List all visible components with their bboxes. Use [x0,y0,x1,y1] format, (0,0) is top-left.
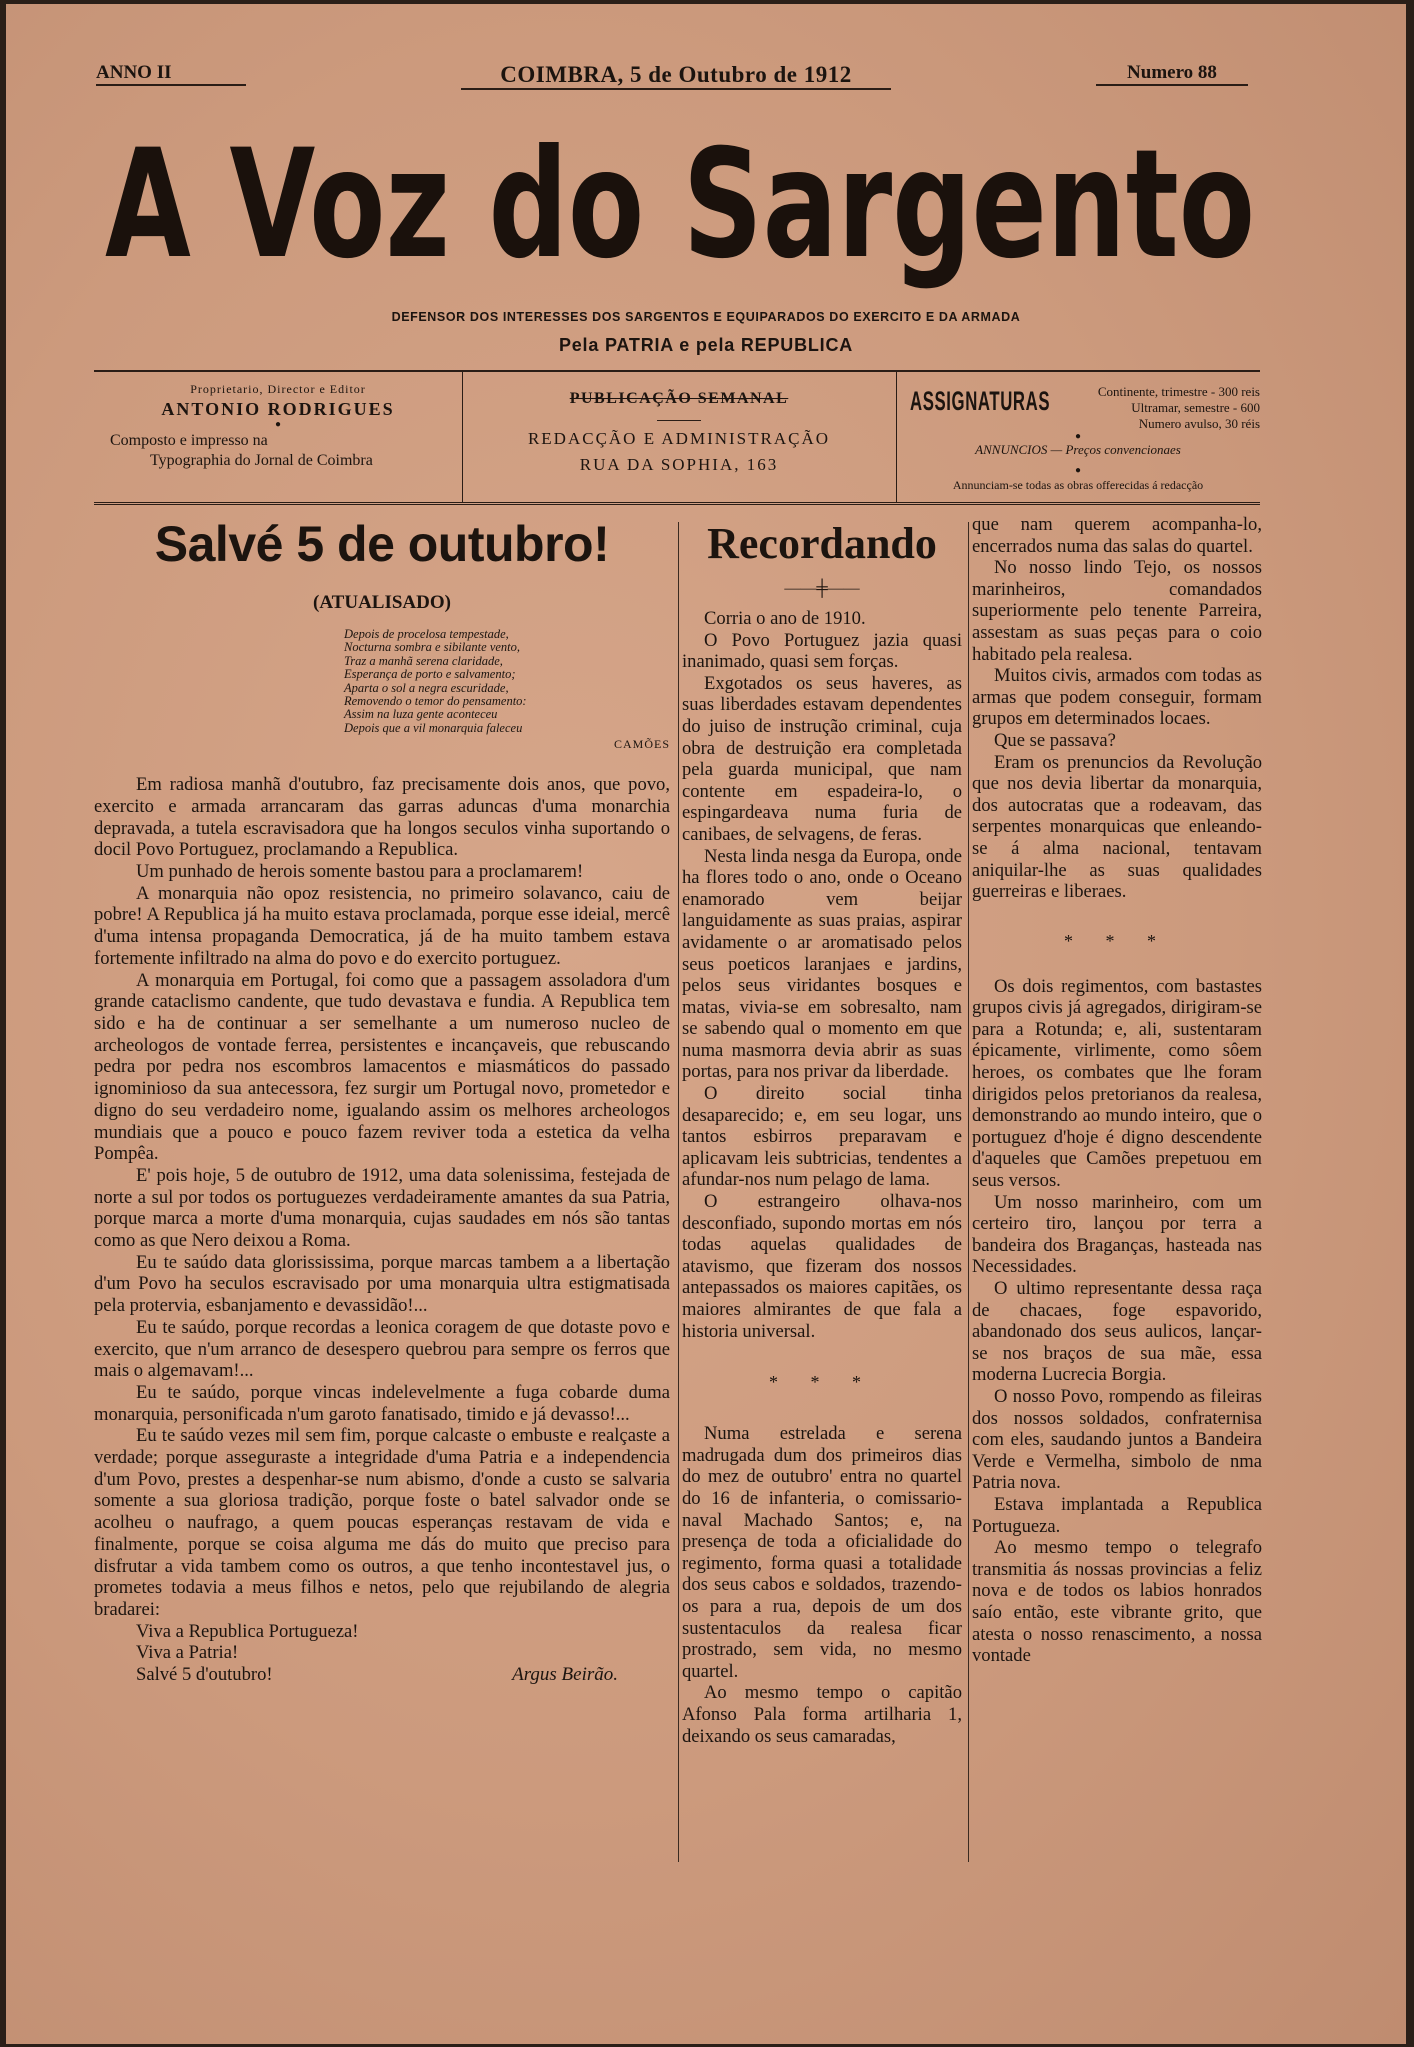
subscription-prices [1098,384,1260,432]
publication-frequency: PUBLICAÇÃO SEMANAL [569,390,789,407]
price-ultramar: Ultramar, semestre - 600 [1131,400,1260,415]
paragraph: que nam querem acompanha-lo, encerrados numa das salas do quartel. [972,514,1262,557]
address: RUA DA SOPHIA, 163 [579,455,779,474]
paragraph: Eu te saúdo data glorississima, porque marcas tambem a a libertação d'um Povo ha seculos escravisado por uma monarquia ultra estigmatisada pela protervia, esbanjamento e devassidão!... [94,1251,670,1317]
newspaper-title [100,96,1260,296]
column-rule [968,522,969,1862]
price-continente: Continente, trimestre - 300 reis [1097,384,1260,399]
column-rule [678,522,679,1862]
subscriptions-label: ASSIGNATURAS [910,386,1051,416]
paragraph: Os dois regimentos, com bastastes grupos civis já agregados, dirigiram-se para a Rotunda; e, ali, sustentaram épicamente, virlimente, como sôem heroes, os combates que lhe foram dirigidos pelos pretorianos da realesa, demonstrando ao mundo inteiro, que o portuguez d'hoje é digno descendente d'aqueles que Camões prepetuou em seus versos. [972,975,1262,1192]
headline-salve: Salvé 5 de outubro! [154,516,610,572]
printed-line-1: Composto e impresso na [110,432,268,449]
paragraph: Eram os prenuncios da Revolução que nos devia libertar da monarquia, dos autocratas que a rodeavam, das serpentes monarquicas que enleando-se á alma nacional, tentavam aniquilar-lhe as suas qualidades guerreiras e liberaes. [972,751,1262,903]
dateline: COIMBRA, 5 de Outubro de 1912 [461,62,891,90]
redaccao-label: REDACÇÃO E ADMINISTRAÇÃO [527,429,831,448]
paragraph: Nesta linda nesga da Europa, onde ha flores todo o ano, onde o Oceano enamorado vem beijar languidamente as suas praias, aspirar avidamente o ar aromatisado pelos seus poeticos laranjaes e jardins, pelos seus viridantes bosques e matas, vivia-se em sobresalto, nam se sabendo qual o momento em que numa masmorra devia abrir as suas portas, para nos privar da liberdade. [682,845,962,1083]
paragraph: Em radiosa manhã d'outubro, faz precisamente dois anos, que povo, exercito e armada arrancaram das garras aduncas d'uma monarchia depravada, a tutela escravisadora que ha longos seculos vinha suportando o docil Povo Portuguez, proclamando a Republica. [94,774,670,861]
bullet-icon: ● [1074,465,1082,476]
publication-box [462,372,897,502]
article-salve [94,514,670,1874]
section-stars: * * * [769,1372,875,1393]
headline-recordando: Recordando [707,519,937,568]
paragraph: Muitos civis, armados com todas as armas que podem conseguir, formam grupos em determinados locaes. [972,665,1262,730]
year-label: ANNO II [96,62,246,86]
owner-name: ANTONIO RODRIGUES [161,399,395,419]
paragraph: Ao mesmo tempo o capitão Afonso Pala forma artilharia 1, deixando os seus camaradas, [682,1682,962,1747]
subheadline: (ATUALISADO) [313,592,451,613]
paragraph: Eu te saúdo vezes mil sem fim, porque calcaste o embuste e realçaste a verdade; porque asseguraste a integridade d'uma Patria e a independencia d'um Povo, prestes a despenhar-se num abismo, d'onde a custo se salvaria somente a sua gloriosa tradição, porque foste o batel salvador onde se acolheu o naufrago, a quem poucas esperanças restavam de vida e finalmente, porque se coisa alguma me dás do muito que preciso para disfrutar a vida tambem como os outros, a que tenho incontestavel jus, o prometes todavia a meus filhos e netos, pelo que rejubilando de alegria bradarei: [94,1425,670,1620]
epigraph: Depois de procelosa tempestade, Nocturna sombra e sibilante vento, Traz a manhã serena claridade, Esperança de porto e salvamento; Aparta o sol a negra escuridade, Removendo o temor do pensamento: Assim na luza gente aconteceu Depois que a vil monarquia faleceu [344,627,527,735]
article-recordando [682,514,962,1874]
divider [657,420,701,421]
vivas: Viva a Republica Portugueza! Viva a Patria! Salvé 5 d'outubro! Argus Beirão. [136,1620,618,1686]
annunciam: Annunciam-se todas as obras offerecidas á redacção [952,478,1204,492]
article-recordando-continued [972,514,1262,1874]
signature: Argus Beirão. [512,1664,618,1686]
motto: Pela PATRIA e pela REPUBLICA [558,335,854,355]
paragraph: O Povo Portuguez jazia quasi inanimado, quasi sem forças. [682,629,962,673]
owner-label: Proprietario, Director e Editor [190,382,366,396]
paragraph: Que se passava? [994,729,1116,751]
price-avulso: Numero avulso, 30 réis [1138,416,1260,431]
paragraph: O ultimo representante dessa raça de chacaes, foge espavorido, abandonado dos seus aulicos, lançar-se nos braços de sua mãe, essa moderna Lucrecia Borgia. [972,1278,1262,1386]
bullet-icon: ● [274,419,282,430]
paragraph: No nosso lindo Tejo, os nossos marinheiros, comandados superiormente pelo tenente Parreira, assestam as suas peças para o coio habitado pela realesa. [972,557,1262,665]
paragraph: A monarquia em Portugal, foi como que a passagem assoladora d'um grande cataclismo candente, que tudo devastava e fundia. A Republica tem sido e ha de continuar a ser semelhante a um numeroso nucleo de archeologos de vontade ferrea, persistentes e incançaveis, que rebuscando pedra por pedra nos escombros lamacentos e miasmáticos do passado ignominioso da sua antecessora, fez surgir um Portugal novo, prometedor e digno do seu verdadeiro nome, igualando assim os melhores archeologos mundiais que a pouco e pouco fazem reviver toda a estetica da velha Pompêa. [94,969,670,1165]
article-body [94,774,670,1620]
section-stars: * * * [1064,930,1170,951]
paragraph: Ao mesmo tempo o telegrafo transmitia ás nossas provincias a feliz nova e de todos os labios honrados saío então, este vibrante grito, que atesta o nosso renascimento, a nossa vontade [972,1537,1262,1667]
ornament-icon: ——╪—— [784,580,860,597]
issue-number: Numero 88 [1096,62,1248,86]
paragraph: Um nosso marinheiro, com um certeiro tiro, lançou por terra a bandeira dos Braganças, hasteada nas Necessidades. [972,1191,1262,1278]
bullet-icon: ● [1074,431,1082,442]
paragraph: A monarquia não opoz resistencia, no primeiro solavanco, caiu de pobre! A Republica já ha muito estava proclamada, porque esse ideial, mercê d'uma intensa propaganda Democratica, já de ha muito tambem estava fortemente infiltrado na alma do povo e do exercito portuguez. [94,882,670,969]
newspaper-page [6,4,1406,2044]
printed-line-2: Typographia do Jornal de Coimbra [150,452,373,469]
subscriptions-box [896,372,1260,502]
paragraph: Numa estrelada e serena madrugada dum dos primeiros dias do mez de outubro' entra no quartel do 16 de infanteria, o comissario-naval Machado Santos; e, na presença de toda a oficialidade do regimento, forma quasi a totalidade dos seus cabos e soldados, trazendo-os para a rua, depois de um dos sustentaculos da realesa ficar prostrado, sem vida, no mesmo quartel. [682,1423,962,1682]
paragraph: Eu te saúdo, porque vincas indelevelmente a fuga cobarde duma monarquia, personificada n'um garoto fanatisado, timido e já devasso!... [94,1381,670,1425]
paragraph: O direito social tinha desaparecido; e, em seu logar, uns tantos esbirros preparavam e aplicavam leis subtricias, tendentes a afundar-nos num pelago de lama. [682,1083,962,1191]
paragraph: Eu te saúdo, porque recordas a leonica coragem de que dotaste povo e exercito, que n'um arranco de desespero quebrou para sempre os ferros que mais o algemavam!... [94,1316,670,1382]
paragraph: Um punhado de herois somente bastou para a proclamarem! [136,861,584,883]
subtitle: DEFENSOR DOS INTERESSES DOS SARGENTOS E EQUIPARADOS DO EXERCITO E DA ARMADA [391,310,1021,324]
annuncios: ANNUNCIOS — Preços convencionaes [975,442,1181,457]
paragraph: E' pois hoje, 5 de outubro de 1912, uma data solenissima, festejada de norte a sul por todos os portuguezes verdadeiramente amantes da sua Patria, porque marca a morte d'uma monarquia, cujas saudades em nós são tantas como as que Nero deixou a Roma. [94,1164,670,1252]
paragraph: Exgotados os seus haveres, as suas liberdades estavam dependentes do juiso de instrução criminal, cuja obra de destruição era completada pela guarda municipal, que nam contente em espadeira-lo, o espingardeava numa furia de canibaes, de selvagens, de feras. [682,672,962,845]
paragraph: O nosso Povo, rompendo as fileiras dos nossos soldados, confraternisa com eles, saudando juntos a Bandeira Verde e Vermelha, simbolo de nma Patria nova. [972,1385,1262,1494]
editor-box [94,372,463,502]
title-text: A Voz do Sargento [105,118,1255,292]
epigraph-author: CAMÕES [613,737,670,752]
paragraph: O estrangeiro olhava-nos desconfiado, supondo mortas em nós todas aquelas qualidades de atavismo, que fizeram dos nossos antepassados os maiores capitães, os maiores almirantes de que fala a historia universal. [682,1191,962,1342]
info-bar [94,370,1260,505]
paragraph: Corria o ano de 1910. [704,608,866,629]
paragraph: Estava implantada a Republica Portugueza. [972,1493,1262,1537]
